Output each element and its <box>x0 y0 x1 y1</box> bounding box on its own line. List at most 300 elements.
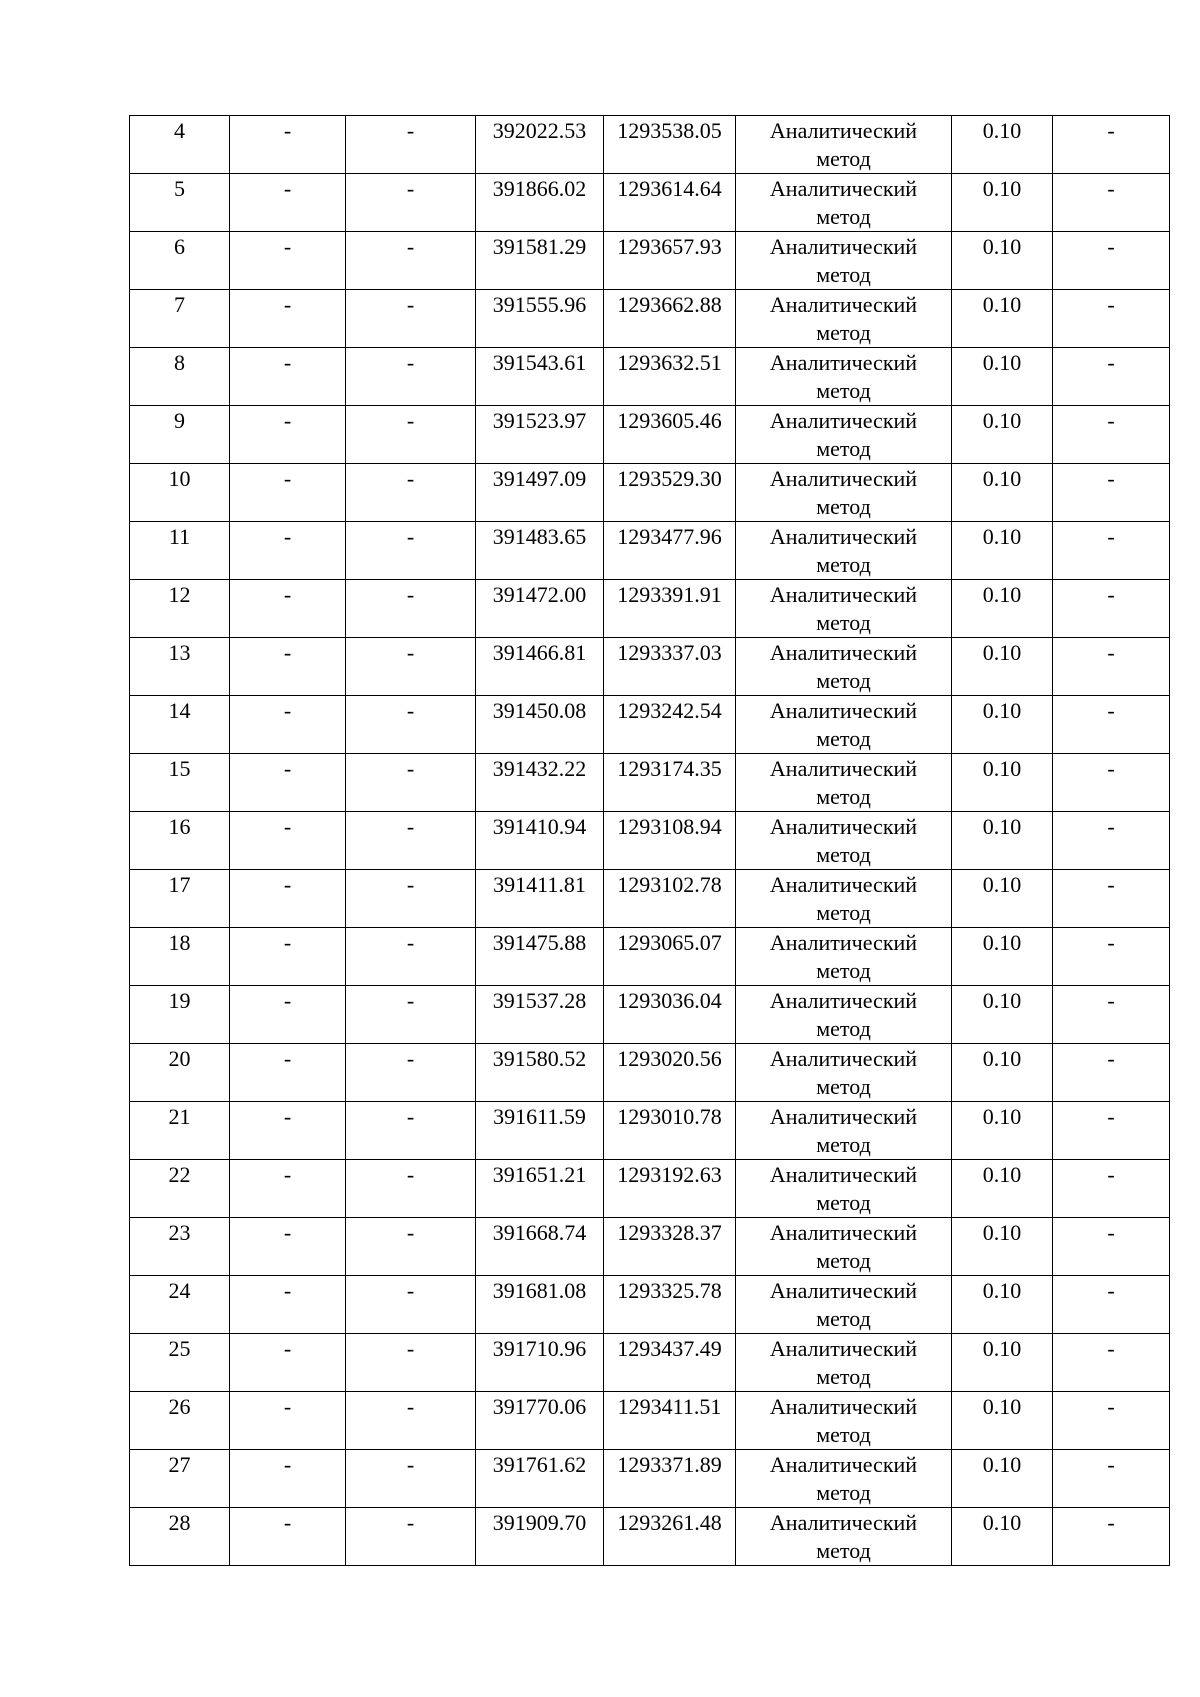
y-coordinate-cell-text: 1293242.54 <box>617 698 722 723</box>
point-number-cell-text: 8 <box>174 350 185 375</box>
empty-dash-cell-text: - <box>406 1104 415 1129</box>
empty-dash-cell-text: - <box>406 1452 415 1477</box>
empty-dash-cell <box>346 1508 476 1566</box>
empty-dash-cell-text: - <box>283 292 292 317</box>
empty-dash-cell-text: - <box>1107 234 1115 259</box>
empty-dash-cell-text: - <box>283 698 292 723</box>
method-cell-text: Аналитический метод <box>769 176 918 229</box>
y-coordinate-cell-text: 1293108.94 <box>617 814 722 839</box>
x-coordinate-cell-text: 391543.61 <box>492 350 587 375</box>
method-cell <box>736 986 952 1044</box>
y-coordinate-cell-text: 1293325.78 <box>617 1278 722 1303</box>
point-number-cell-text: 10 <box>168 466 191 491</box>
empty-dash-cell <box>230 754 346 812</box>
y-coordinate-cell <box>604 754 736 812</box>
y-coordinate-cell-text: 1293192.63 <box>617 1162 722 1187</box>
y-coordinate-cell-text: 1293020.56 <box>617 1046 722 1071</box>
x-coordinate-cell-text: 391475.88 <box>492 930 587 955</box>
empty-dash-cell-text: - <box>406 640 415 665</box>
empty-dash-cell-text: - <box>1107 582 1115 607</box>
empty-dash-cell <box>346 870 476 928</box>
empty-dash-cell-text: - <box>1107 1336 1115 1361</box>
empty-dash-cell <box>230 928 346 986</box>
accuracy-cell-text: 0.10 <box>982 582 1022 607</box>
accuracy-cell <box>952 870 1053 928</box>
empty-dash-cell-text: - <box>1107 292 1115 317</box>
accuracy-cell <box>952 1102 1053 1160</box>
point-number-cell-text: 25 <box>168 1336 191 1361</box>
x-coordinate-cell <box>476 580 604 638</box>
table-row <box>130 754 1170 812</box>
y-coordinate-cell <box>604 1508 736 1566</box>
y-coordinate-cell <box>604 1044 736 1102</box>
method-cell <box>736 928 952 986</box>
empty-dash-cell-text: - <box>283 1220 292 1245</box>
accuracy-cell-text: 0.10 <box>982 1336 1022 1361</box>
empty-dash-cell <box>346 986 476 1044</box>
x-coordinate-cell-text: 392022.53 <box>492 118 587 143</box>
accuracy-cell <box>952 1218 1053 1276</box>
empty-dash-cell-text: - <box>406 1046 415 1071</box>
empty-dash-cell-text: - <box>283 582 292 607</box>
empty-dash-cell <box>1053 1160 1170 1218</box>
empty-dash-cell <box>1053 1450 1170 1508</box>
x-coordinate-cell-text: 391580.52 <box>492 1046 587 1071</box>
empty-dash-cell-text: - <box>1107 1394 1115 1419</box>
x-coordinate-cell <box>476 406 604 464</box>
empty-dash-cell <box>346 928 476 986</box>
accuracy-cell <box>952 406 1053 464</box>
empty-dash-cell <box>1053 638 1170 696</box>
point-number-cell <box>130 1160 230 1218</box>
x-coordinate-cell-text: 391909.70 <box>492 1510 587 1535</box>
method-cell-text: Аналитический метод <box>769 292 918 345</box>
empty-dash-cell-text: - <box>283 118 292 143</box>
x-coordinate-cell <box>476 638 604 696</box>
accuracy-cell <box>952 754 1053 812</box>
method-cell <box>736 1160 952 1218</box>
y-coordinate-cell-text: 1293662.88 <box>617 292 722 317</box>
empty-dash-cell <box>1053 870 1170 928</box>
accuracy-cell-text: 0.10 <box>982 640 1022 665</box>
empty-dash-cell <box>346 174 476 232</box>
empty-dash-cell <box>1053 696 1170 754</box>
empty-dash-cell <box>346 1334 476 1392</box>
y-coordinate-cell <box>604 116 736 174</box>
y-coordinate-cell-text: 1293261.48 <box>617 1510 722 1535</box>
empty-dash-cell-text: - <box>283 640 292 665</box>
empty-dash-cell <box>346 580 476 638</box>
y-coordinate-cell-text: 1293174.35 <box>617 756 722 781</box>
y-coordinate-cell-text: 1293614.64 <box>617 176 722 201</box>
empty-dash-cell-text: - <box>283 872 292 897</box>
table-row <box>130 116 1170 174</box>
empty-dash-cell-text: - <box>406 1162 415 1187</box>
x-coordinate-cell-text: 391770.06 <box>492 1394 587 1419</box>
y-coordinate-cell-text: 1293371.89 <box>617 1452 722 1477</box>
empty-dash-cell-text: - <box>406 698 415 723</box>
y-coordinate-cell-text: 1293411.51 <box>617 1394 722 1419</box>
empty-dash-cell-text: - <box>406 1394 415 1419</box>
y-coordinate-cell <box>604 174 736 232</box>
empty-dash-cell <box>230 638 346 696</box>
y-coordinate-cell <box>604 1392 736 1450</box>
empty-dash-cell-text: - <box>1107 1278 1115 1303</box>
empty-dash-cell <box>1053 812 1170 870</box>
x-coordinate-cell <box>476 522 604 580</box>
y-coordinate-cell <box>604 406 736 464</box>
table-row <box>130 406 1170 464</box>
x-coordinate-cell <box>476 870 604 928</box>
empty-dash-cell-text: - <box>406 1278 415 1303</box>
x-coordinate-cell <box>476 1160 604 1218</box>
point-number-cell-text: 7 <box>174 292 185 317</box>
x-coordinate-cell-text: 391432.22 <box>492 756 587 781</box>
point-number-cell-text: 11 <box>168 524 191 549</box>
method-cell-text: Аналитический метод <box>769 118 918 171</box>
empty-dash-cell <box>346 116 476 174</box>
table-row <box>130 812 1170 870</box>
accuracy-cell <box>952 580 1053 638</box>
empty-dash-cell-text: - <box>406 1510 415 1535</box>
point-number-cell-text: 13 <box>168 640 191 665</box>
table-row <box>130 986 1170 1044</box>
y-coordinate-cell <box>604 522 736 580</box>
x-coordinate-cell-text: 391681.08 <box>492 1278 587 1303</box>
empty-dash-cell <box>1053 1392 1170 1450</box>
y-coordinate-cell-text: 1293102.78 <box>617 872 722 897</box>
empty-dash-cell-text: - <box>283 930 292 955</box>
empty-dash-cell-text: - <box>1107 1220 1115 1245</box>
x-coordinate-cell-text: 391410.94 <box>492 814 587 839</box>
x-coordinate-cell-text: 391466.81 <box>492 640 587 665</box>
method-cell <box>736 696 952 754</box>
x-coordinate-cell-text: 391537.28 <box>492 988 587 1013</box>
accuracy-cell-text: 0.10 <box>982 1510 1022 1535</box>
empty-dash-cell-text: - <box>406 930 415 955</box>
accuracy-cell-text: 0.10 <box>982 350 1022 375</box>
empty-dash-cell <box>1053 464 1170 522</box>
method-cell-text: Аналитический метод <box>769 1510 918 1563</box>
point-number-cell <box>130 1102 230 1160</box>
empty-dash-cell-text: - <box>406 524 415 549</box>
x-coordinate-cell <box>476 986 604 1044</box>
method-cell <box>736 812 952 870</box>
table-row <box>130 464 1170 522</box>
empty-dash-cell <box>1053 232 1170 290</box>
point-number-cell-text: 6 <box>174 234 185 259</box>
table-row <box>130 870 1170 928</box>
empty-dash-cell-text: - <box>1107 1510 1115 1535</box>
empty-dash-cell-text: - <box>1107 872 1115 897</box>
empty-dash-cell-text: - <box>1107 1046 1115 1071</box>
accuracy-cell-text: 0.10 <box>982 1278 1022 1303</box>
empty-dash-cell <box>346 638 476 696</box>
empty-dash-cell <box>230 1392 346 1450</box>
empty-dash-cell <box>230 1102 346 1160</box>
x-coordinate-cell <box>476 1450 604 1508</box>
empty-dash-cell-text: - <box>1107 640 1115 665</box>
accuracy-cell-text: 0.10 <box>982 176 1022 201</box>
x-coordinate-cell-text: 391866.02 <box>492 176 587 201</box>
table-row <box>130 1218 1170 1276</box>
method-cell-text: Аналитический метод <box>769 408 918 461</box>
x-coordinate-cell-text: 391523.97 <box>492 408 587 433</box>
empty-dash-cell-text: - <box>283 408 292 433</box>
y-coordinate-cell <box>604 464 736 522</box>
point-number-cell <box>130 870 230 928</box>
accuracy-cell-text: 0.10 <box>982 1162 1022 1187</box>
method-cell-text: Аналитический метод <box>769 698 918 751</box>
point-number-cell <box>130 1334 230 1392</box>
y-coordinate-cell <box>604 1218 736 1276</box>
empty-dash-cell-text: - <box>406 1336 415 1361</box>
point-number-cell-text: 9 <box>174 408 185 433</box>
empty-dash-cell <box>346 348 476 406</box>
y-coordinate-cell <box>604 928 736 986</box>
empty-dash-cell-text: - <box>1107 176 1115 201</box>
method-cell-text: Аналитический метод <box>769 1394 918 1447</box>
y-coordinate-cell-text: 1293010.78 <box>617 1104 722 1129</box>
y-coordinate-cell <box>604 1334 736 1392</box>
method-cell-text: Аналитический метод <box>769 1104 918 1157</box>
method-cell <box>736 1276 952 1334</box>
empty-dash-cell-text: - <box>283 756 292 781</box>
point-number-cell-text: 24 <box>168 1278 191 1303</box>
empty-dash-cell-text: - <box>406 582 415 607</box>
empty-dash-cell <box>230 986 346 1044</box>
table-row <box>130 1508 1170 1566</box>
empty-dash-cell-text: - <box>1107 466 1115 491</box>
method-cell-text: Аналитический метод <box>769 1278 918 1331</box>
accuracy-cell-text: 0.10 <box>982 1104 1022 1129</box>
point-number-cell <box>130 1276 230 1334</box>
accuracy-cell-text: 0.10 <box>982 118 1022 143</box>
empty-dash-cell <box>230 812 346 870</box>
x-coordinate-cell <box>476 1218 604 1276</box>
accuracy-cell-text: 0.10 <box>982 698 1022 723</box>
accuracy-cell <box>952 1508 1053 1566</box>
empty-dash-cell-text: - <box>283 1510 292 1535</box>
empty-dash-cell <box>346 812 476 870</box>
point-number-cell <box>130 1450 230 1508</box>
y-coordinate-cell <box>604 580 736 638</box>
y-coordinate-cell <box>604 1160 736 1218</box>
coordinates-table <box>129 115 1170 1566</box>
x-coordinate-cell-text: 391497.09 <box>492 466 587 491</box>
empty-dash-cell-text: - <box>1107 524 1115 549</box>
point-number-cell-text: 23 <box>168 1220 191 1245</box>
empty-dash-cell-text: - <box>406 466 415 491</box>
empty-dash-cell <box>230 1044 346 1102</box>
empty-dash-cell-text: - <box>283 1104 292 1129</box>
method-cell <box>736 348 952 406</box>
method-cell-text: Аналитический метод <box>769 350 918 403</box>
empty-dash-cell <box>230 1450 346 1508</box>
empty-dash-cell-text: - <box>406 872 415 897</box>
point-number-cell <box>130 696 230 754</box>
y-coordinate-cell-text: 1293477.96 <box>617 524 722 549</box>
point-number-cell <box>130 1218 230 1276</box>
method-cell <box>736 406 952 464</box>
empty-dash-cell <box>230 348 346 406</box>
method-cell-text: Аналитический метод <box>769 582 918 635</box>
method-cell-text: Аналитический метод <box>769 1046 918 1099</box>
empty-dash-cell-text: - <box>1107 698 1115 723</box>
empty-dash-cell <box>346 1392 476 1450</box>
empty-dash-cell-text: - <box>406 1220 415 1245</box>
y-coordinate-cell <box>604 1102 736 1160</box>
method-cell <box>736 754 952 812</box>
accuracy-cell-text: 0.10 <box>982 466 1022 491</box>
empty-dash-cell <box>346 1044 476 1102</box>
accuracy-cell <box>952 1392 1053 1450</box>
accuracy-cell <box>952 116 1053 174</box>
empty-dash-cell-text: - <box>1107 118 1115 143</box>
empty-dash-cell <box>230 464 346 522</box>
point-number-cell-text: 26 <box>168 1394 191 1419</box>
y-coordinate-cell-text: 1293036.04 <box>617 988 722 1013</box>
empty-dash-cell <box>1053 1508 1170 1566</box>
accuracy-cell-text: 0.10 <box>982 524 1022 549</box>
empty-dash-cell <box>1053 290 1170 348</box>
x-coordinate-cell <box>476 174 604 232</box>
empty-dash-cell <box>1053 1334 1170 1392</box>
point-number-cell <box>130 232 230 290</box>
accuracy-cell-text: 0.10 <box>982 1452 1022 1477</box>
method-cell-text: Аналитический метод <box>769 1162 918 1215</box>
empty-dash-cell-text: - <box>406 234 415 259</box>
table-row <box>130 1276 1170 1334</box>
empty-dash-cell-text: - <box>283 1336 292 1361</box>
point-number-cell-text: 19 <box>168 988 191 1013</box>
empty-dash-cell <box>1053 754 1170 812</box>
point-number-cell-text: 20 <box>168 1046 191 1071</box>
empty-dash-cell <box>230 290 346 348</box>
empty-dash-cell <box>346 1160 476 1218</box>
y-coordinate-cell-text: 1293657.93 <box>617 234 722 259</box>
point-number-cell-text: 5 <box>174 176 185 201</box>
method-cell <box>736 232 952 290</box>
empty-dash-cell-text: - <box>406 756 415 781</box>
empty-dash-cell-text: - <box>283 350 292 375</box>
y-coordinate-cell <box>604 1450 736 1508</box>
point-number-cell <box>130 174 230 232</box>
empty-dash-cell-text: - <box>1107 988 1115 1013</box>
empty-dash-cell-text: - <box>406 988 415 1013</box>
method-cell <box>736 638 952 696</box>
table-row <box>130 522 1170 580</box>
empty-dash-cell <box>346 1450 476 1508</box>
point-number-cell <box>130 986 230 1044</box>
accuracy-cell <box>952 638 1053 696</box>
point-number-cell-text: 17 <box>168 872 191 897</box>
empty-dash-cell-text: - <box>283 234 292 259</box>
method-cell-text: Аналитический метод <box>769 234 918 287</box>
y-coordinate-cell-text: 1293337.03 <box>617 640 722 665</box>
accuracy-cell <box>952 1160 1053 1218</box>
point-number-cell-text: 16 <box>168 814 191 839</box>
accuracy-cell-text: 0.10 <box>982 930 1022 955</box>
empty-dash-cell <box>346 232 476 290</box>
empty-dash-cell <box>1053 1102 1170 1160</box>
accuracy-cell <box>952 1334 1053 1392</box>
empty-dash-cell-text: - <box>283 1452 292 1477</box>
method-cell-text: Аналитический метод <box>769 1452 918 1505</box>
y-coordinate-cell <box>604 348 736 406</box>
point-number-cell <box>130 1508 230 1566</box>
y-coordinate-cell-text: 1293391.91 <box>617 582 722 607</box>
point-number-cell-text: 15 <box>168 756 191 781</box>
table-row <box>130 638 1170 696</box>
x-coordinate-cell <box>476 1044 604 1102</box>
empty-dash-cell <box>1053 1044 1170 1102</box>
x-coordinate-cell <box>476 928 604 986</box>
empty-dash-cell <box>230 580 346 638</box>
empty-dash-cell-text: - <box>1107 1162 1115 1187</box>
y-coordinate-cell-text: 1293065.07 <box>617 930 722 955</box>
empty-dash-cell-text: - <box>283 1046 292 1071</box>
point-number-cell-text: 4 <box>174 118 185 143</box>
point-number-cell <box>130 1392 230 1450</box>
table-row <box>130 1392 1170 1450</box>
y-coordinate-cell-text: 1293538.05 <box>617 118 722 143</box>
x-coordinate-cell-text: 391450.08 <box>492 698 587 723</box>
empty-dash-cell <box>1053 580 1170 638</box>
empty-dash-cell-text: - <box>406 118 415 143</box>
x-coordinate-cell <box>476 1102 604 1160</box>
method-cell <box>736 522 952 580</box>
empty-dash-cell-text: - <box>283 1278 292 1303</box>
accuracy-cell <box>952 812 1053 870</box>
accuracy-cell-text: 0.10 <box>982 756 1022 781</box>
empty-dash-cell <box>1053 1276 1170 1334</box>
empty-dash-cell-text: - <box>283 524 292 549</box>
empty-dash-cell <box>346 406 476 464</box>
empty-dash-cell-text: - <box>283 1162 292 1187</box>
point-number-cell <box>130 638 230 696</box>
y-coordinate-cell-text: 1293529.30 <box>617 466 722 491</box>
accuracy-cell-text: 0.10 <box>982 814 1022 839</box>
point-number-cell <box>130 580 230 638</box>
x-coordinate-cell-text: 391411.81 <box>493 872 586 897</box>
point-number-cell-text: 12 <box>168 582 191 607</box>
y-coordinate-cell-text: 1293328.37 <box>617 1220 722 1245</box>
method-cell-text: Аналитический метод <box>769 988 918 1041</box>
y-coordinate-cell-text: 1293437.49 <box>617 1336 722 1361</box>
empty-dash-cell-text: - <box>1107 408 1115 433</box>
empty-dash-cell <box>1053 348 1170 406</box>
empty-dash-cell <box>1053 406 1170 464</box>
table-row <box>130 174 1170 232</box>
accuracy-cell-text: 0.10 <box>982 1046 1022 1071</box>
point-number-cell-text: 18 <box>168 930 191 955</box>
empty-dash-cell <box>230 406 346 464</box>
empty-dash-cell <box>1053 522 1170 580</box>
x-coordinate-cell <box>476 1392 604 1450</box>
x-coordinate-cell <box>476 232 604 290</box>
accuracy-cell <box>952 986 1053 1044</box>
method-cell <box>736 1218 952 1276</box>
accuracy-cell-text: 0.10 <box>982 1220 1022 1245</box>
empty-dash-cell <box>230 1218 346 1276</box>
point-number-cell <box>130 116 230 174</box>
point-number-cell <box>130 522 230 580</box>
empty-dash-cell-text: - <box>406 176 415 201</box>
x-coordinate-cell <box>476 754 604 812</box>
y-coordinate-cell <box>604 232 736 290</box>
accuracy-cell-text: 0.10 <box>982 234 1022 259</box>
